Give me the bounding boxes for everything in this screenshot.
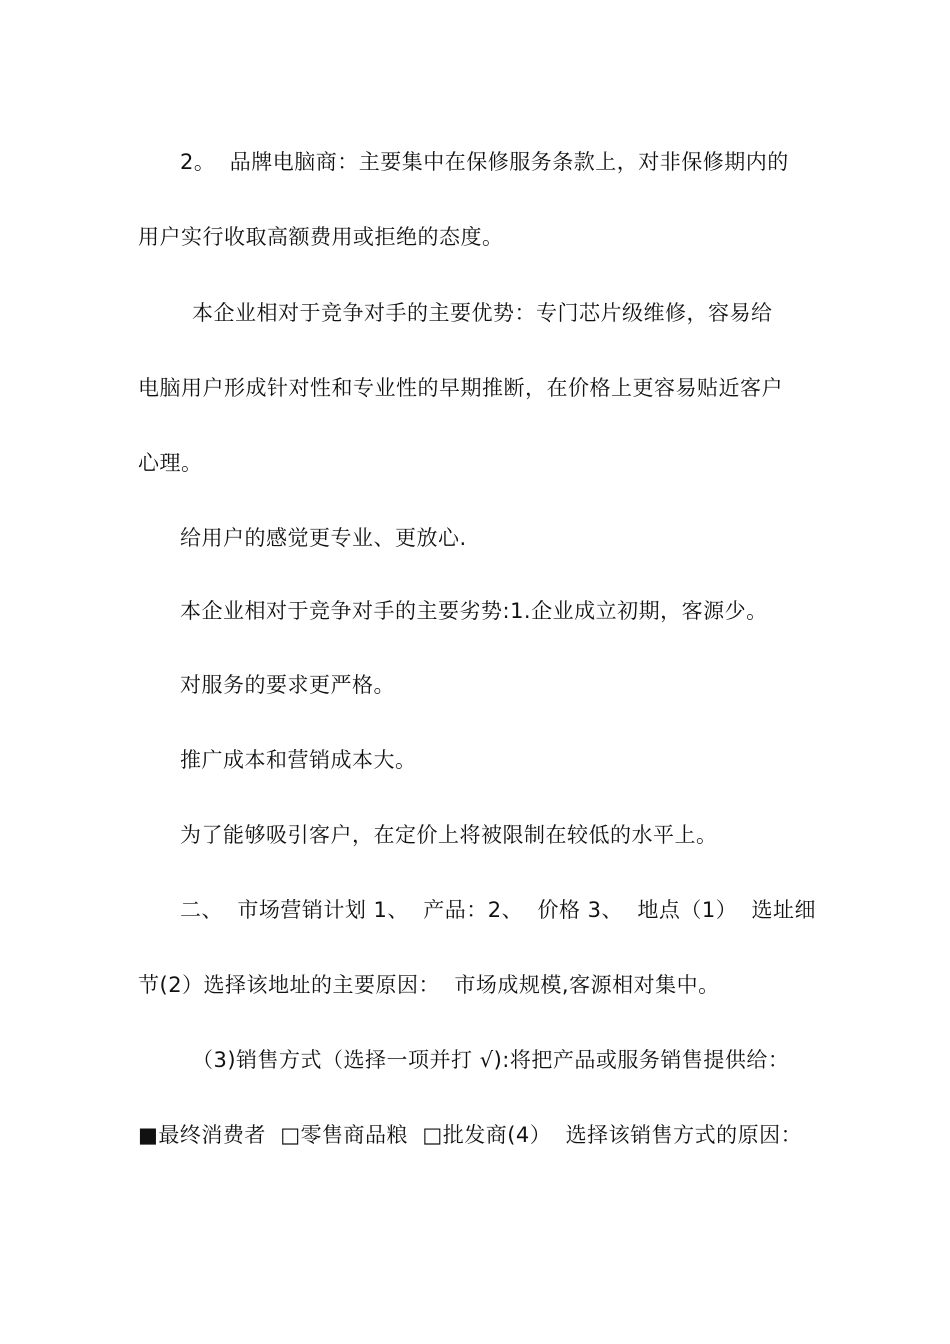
paragraph-line: 本企业相对于竞争对手的主要优势：专门芯片级维修，容易给: [192, 301, 773, 325]
paragraph-line: 为了能够吸引客户，在定价上将被限制在较低的水平上。: [180, 823, 718, 847]
paragraph-line: 心理。: [138, 451, 203, 475]
paragraph-line: 用户实行收取高额费用或拒绝的态度。: [138, 225, 504, 249]
paragraph-line: 二、 市场营销计划 1、 产品：2、 价格 3、 地点（1） 选址细: [180, 898, 817, 922]
paragraph-line: （3)销售方式（选择一项并打 √):将把产品或服务销售提供给：: [192, 1048, 790, 1072]
paragraph-line: 节(2）选择该地址的主要原因： 市场成规模,客源相对集中。: [138, 973, 720, 997]
paragraph-line: 给用户的感觉更专业、更放心.: [180, 526, 467, 550]
paragraph-line: 2。 品牌电脑商：主要集中在保修服务条款上，对非保修期内的: [180, 150, 789, 174]
paragraph-line: 对服务的要求更严格。: [180, 673, 395, 697]
paragraph-line: ■最终消费者 □零售商品粮 □批发商(4） 选择该销售方式的原因：: [138, 1123, 803, 1147]
paragraph-line: 本企业相对于竞争对手的主要劣势:1.企业成立初期，客源少。: [180, 599, 768, 623]
paragraph-line: 推广成本和营销成本大。: [180, 748, 417, 772]
paragraph-line: 电脑用户形成针对性和专业性的早期推断，在价格上更容易贴近客户: [138, 376, 783, 400]
